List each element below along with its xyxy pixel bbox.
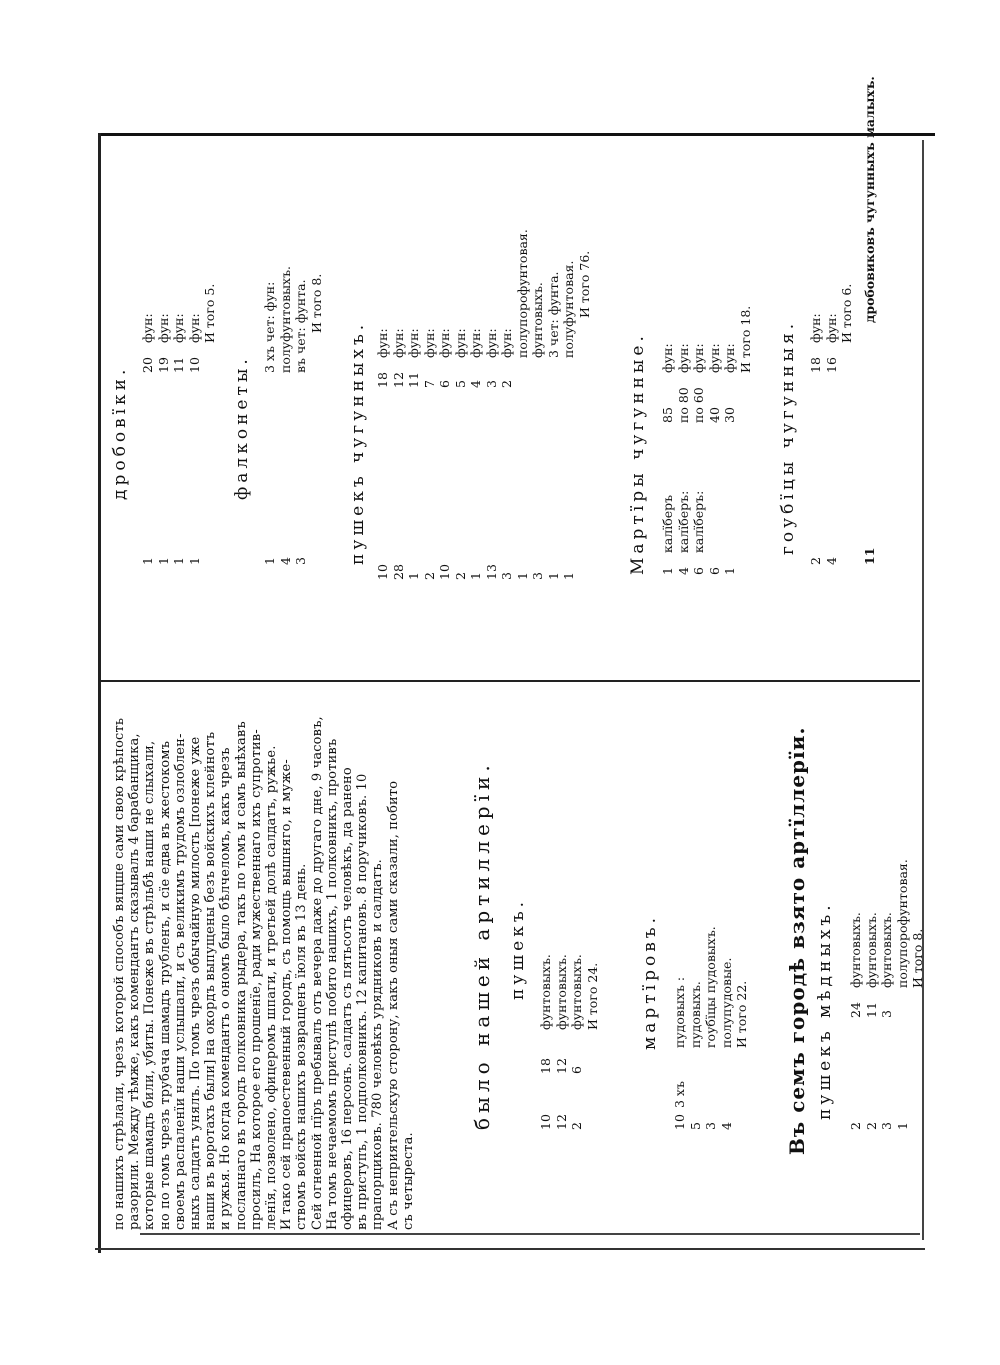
captured-list: [848, 859, 926, 1130]
narrative-line: ныхъ салдатъ унялъ. По томъ чрезъ обычайную милость [понеже уже: [188, 736, 204, 1230]
list-item: 2 24 фунтовыхъ.: [848, 912, 863, 1130]
subheading: мартїровъ.: [640, 914, 660, 1050]
list-item: 10 18 фун:: [375, 328, 390, 580]
list-item: И того 76.: [576, 250, 592, 318]
narrative-line: наши въ воротахъ были] на окордъ выпущены безъ войскихъ клейнотъ: [203, 731, 219, 1230]
narrative-text: [112, 690, 416, 1230]
narrative-line: На томъ нечаемомъ приступѣ побито нашихъ, 1 полковникъ, противъ: [324, 738, 340, 1230]
howitzer-list: [808, 284, 855, 565]
list-item: 12 12 фунтовыхъ.: [553, 954, 569, 1130]
list-item: И того 22.: [734, 980, 749, 1048]
list-item: 13 3 фун:: [483, 328, 499, 580]
list-item: 1 30 фун:: [722, 343, 737, 575]
list-item: 2 5 фун:: [452, 328, 468, 580]
narrative-line: по нашихъ стрѣлали, чрезъ которой способъ вящше сами свою крѣпость: [112, 717, 127, 1230]
section-heading: Въ семъ городѣ взято артїллерїи.: [785, 726, 809, 1155]
list-item: 10 6 фун:: [437, 328, 452, 580]
page-frame-top: [100, 133, 935, 136]
narrative-line: разорили. Между тѣмже, какъ комендантъ сказывалъ 4 барабанщика,: [127, 733, 143, 1230]
narrative-line: просилъ, На которое его прошенїе, ради мужественнаго ихъ супротив-: [248, 729, 264, 1230]
list-item: 3 гоубїцы пудовыхъ.: [703, 926, 718, 1130]
mortar-list: [672, 926, 750, 1130]
list-item: 1 19 фун:: [155, 313, 171, 565]
narrative-line: И тако сей прапоестевенный городъ, съ помощь вышняго, и муже-: [279, 759, 295, 1230]
narrative-line: А съ неприятельскую сторону, какъ оныя сами сказали, побито: [385, 780, 401, 1230]
list-item: 4 полуфунтовыхъ.: [277, 265, 293, 565]
narrative-line: и ружья. Но когда комендантъ о ономъ было бѣлчеломъ, какъ чрезъ: [218, 747, 234, 1230]
list-item: 1 3 чет: фунта.: [545, 271, 561, 580]
footer-line: [862, 76, 878, 565]
list-item: И того 6.: [839, 283, 854, 343]
list-item: И того 8.: [910, 928, 925, 988]
page-frame-bottom: [95, 1248, 925, 1250]
list-item: 1 10 фун:: [186, 313, 202, 565]
list-item: 3 2 фун:: [499, 328, 514, 580]
artillery-list: [538, 954, 600, 1130]
page-rule-bottom: [140, 1233, 920, 1235]
list-item: 1 калїберъ 85 фун:: [660, 343, 675, 575]
list-item: 5 пудовыхъ.: [687, 981, 703, 1130]
list-item: И того 5.: [202, 283, 217, 343]
narrative-line: офицеровъ, 16 персонъ. салдатъ съ пятьсотъ человѣкъ, да ранено: [340, 767, 356, 1230]
list-item: 1 полупорофунтовая.: [514, 229, 530, 580]
list-item: 1 3 хъ чет: фун:: [262, 281, 277, 565]
list-item: 2 7 фун:: [421, 328, 437, 580]
list-item: 1 полупорофунтовая.: [894, 859, 910, 1130]
narrative-line: прапорщиковъ. 780 человѣкъ урядниковъ и салдатъ.: [370, 859, 386, 1230]
list-item: 10 3 хъ пудовыхъ :: [672, 976, 687, 1130]
list-item: 2 6 фунтовыхъ.: [569, 954, 584, 1130]
list-item: 3 3 фунтовыхъ.: [879, 912, 894, 1130]
list-item: 3 фунтовыхъ.: [530, 282, 545, 580]
list-item: И того 24.: [584, 962, 600, 1030]
list-item: 3 въ чет: фунта.: [293, 279, 308, 565]
narrative-line: своемъ распаленїи наши услышали, и съ великимъ трудомъ озлоблен-: [172, 733, 188, 1230]
grapeshot-list: [140, 284, 218, 565]
narrative-line: посланнаго въ городъ полковника рыдера, такъ по томъ и самъ выѣхавъ: [233, 721, 249, 1230]
list-item: 10 18 фунтовыхъ.: [538, 954, 553, 1130]
list-item: 2 18 фун:: [808, 313, 823, 565]
list-item: И того 18.: [737, 305, 753, 373]
narrative-line: ленїя, позволено, офицеромъ шпаги, и третьей долѣ салдатъ, ружье.: [264, 745, 280, 1230]
list-item: 1 20 фун:: [140, 313, 155, 565]
narrative-line: съ четыреста.: [400, 1132, 416, 1230]
cast-iron-mortar-list: [660, 306, 753, 575]
list-item: 28 12 фун:: [390, 328, 406, 580]
list-item: 6 калїберъ: по 60 фун:: [691, 343, 706, 575]
subheading: Мартїры чугунные.: [628, 332, 648, 575]
section-heading: было нашей артиллерїи.: [470, 760, 494, 1130]
subheading: гоубїцы чугунныя.: [778, 319, 798, 555]
list-item: 4 16 фун:: [823, 313, 839, 565]
subheading: фалконеты.: [232, 355, 252, 500]
subheading: пушекъ мѣдныхъ.: [815, 901, 835, 1120]
subheading: дробовїки.: [110, 365, 130, 500]
list-item: 4 калїберъ: по 80 фун:: [675, 343, 691, 575]
list-item: 4 полупудовые.: [718, 957, 734, 1130]
cast-iron-cannon-list: [375, 229, 592, 580]
page-frame-left: [98, 133, 101, 1253]
subheading: пушекъ.: [508, 897, 528, 1000]
narrative-line: въ приступъ, 1 подполковникъ. 12 капитановъ. 8 поручиковъ. 10: [355, 773, 371, 1230]
list-item: 1 4 фун:: [468, 328, 483, 580]
column-divider: [100, 680, 920, 682]
list-item: 2 11 фунтовыхъ.: [863, 912, 879, 1130]
list-item: 1 полуфунтовая.: [561, 260, 576, 580]
subheading: пушекъ чугунныхъ.: [348, 320, 368, 565]
falconet-list: [262, 266, 324, 565]
narrative-line: ствомъ войскъ нашихъ возвращенъ їюля въ 13 день.: [294, 863, 310, 1230]
narrative-line: которые шамадъ били, убиты. Понеже въ стрѣльбѣ наши не слыхали,: [142, 740, 158, 1230]
list-item: И того 8.: [308, 273, 324, 333]
list-item: 1 11 фун:: [171, 313, 186, 565]
list-item: 1 11 фун:: [406, 328, 421, 580]
list-item: 11 дробовиковъ чугунныхъ малыхъ.: [862, 76, 877, 565]
list-item: 6 40 фун:: [706, 343, 722, 575]
narrative-line: но по томъ чрезъ трубача шамадъ трубленъ, и сїе едва въ жестокомъ: [157, 740, 173, 1230]
narrative-line: Сей огненной пїръ пребывалъ отъ вечера даже до другаго дне, 9 часовъ,: [309, 716, 325, 1230]
